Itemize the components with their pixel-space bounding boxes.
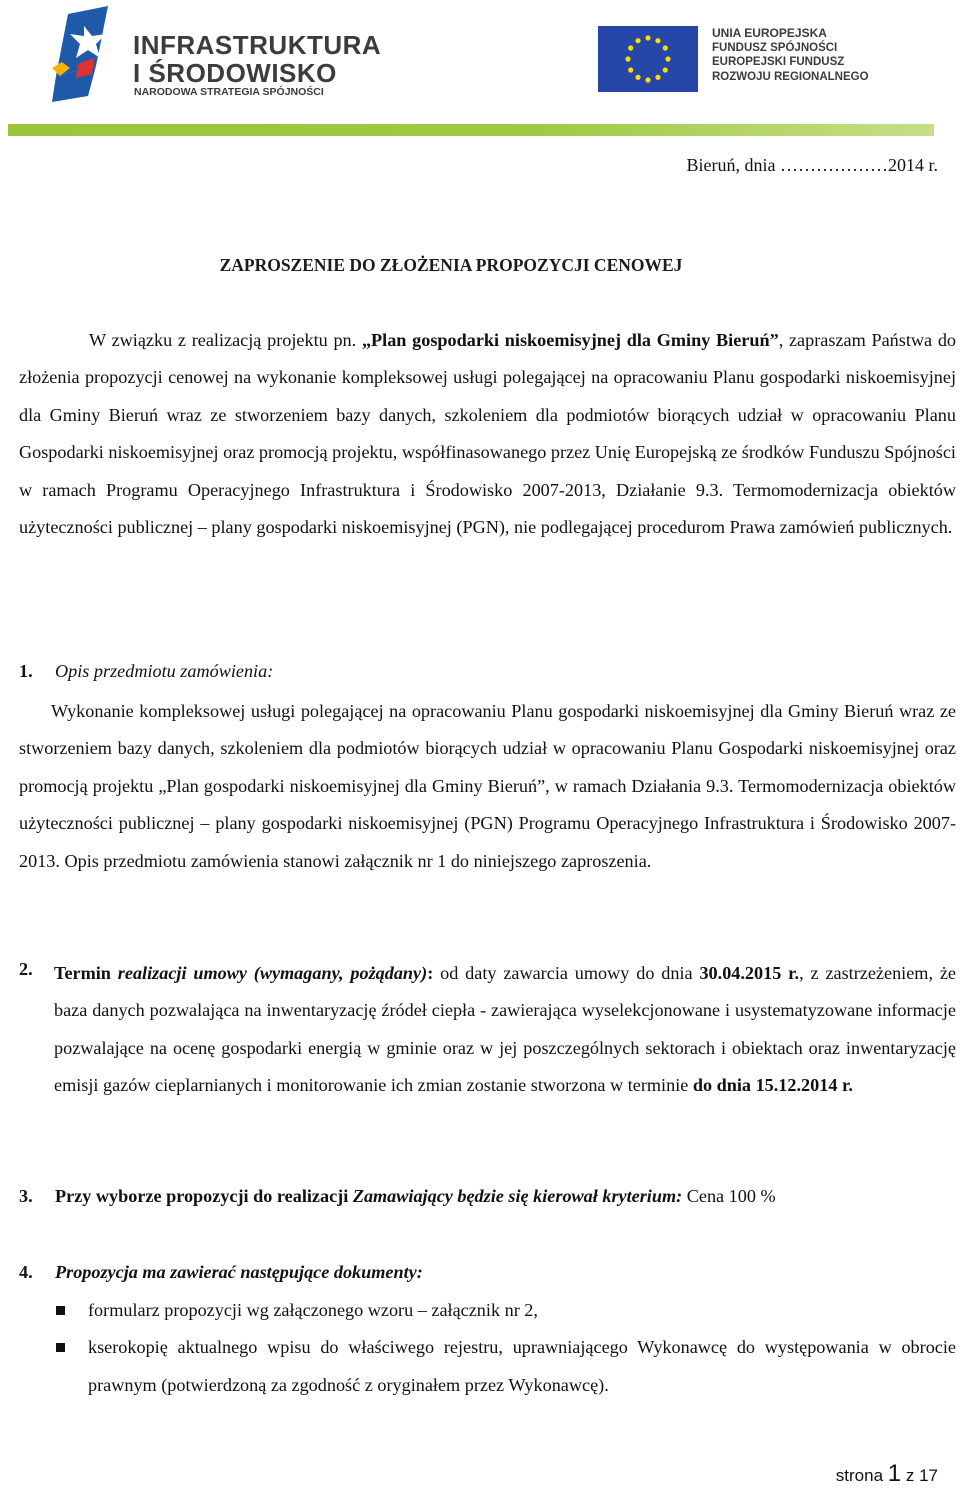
eu-line-3: EUROPEJSKI FUNDUSZ [712,56,845,68]
section-1-number: 1. [19,661,33,681]
bullet-square-icon [56,1343,65,1352]
section-3 [19,1186,776,1207]
section-4-number: 4. [19,1262,33,1282]
eu-line-1: UNIA EUROPEJSKA [712,26,827,40]
section-4-heading [19,1262,423,1283]
intro-project-name: „Plan gospodarki niskoemisyjnej dla Gminy Bieruń” [361,330,779,350]
eu-funds-text [712,26,869,84]
section-2-colon: : [427,963,434,983]
intro-text-a: W związku z realizacją projektu pn. [89,330,362,350]
section-2-date-2: do dnia 15.12.2014 r. [692,1075,853,1096]
page-footer [836,1460,938,1488]
list-item [54,1292,956,1329]
logo-line-3: NARODOWA STRATEGIA SPÓJNOŚCI [134,86,324,98]
section-2-text [54,955,956,1105]
section-4-title: Propozycja ma zawierać następujące dokumenty: [55,1262,423,1282]
section-3-text: Cena 100 % [682,1186,776,1206]
eu-flag-icon [598,26,698,92]
section-4-list [54,1292,956,1404]
header-green-bar [8,124,934,136]
document-date: Bieruń, dnia ………………2014 r. [686,155,938,175]
section-1-body: Wykonanie kompleksowej usługi polegającej na opracowaniu Planu gospodarki niskoemisyjnej dla Gminy Bieruń wraz ze stworzeniem bazy danych, szkoleniem dla podmiotów biorących udział w opracowaniu Planu Gospodarki niskoemisyjnej oraz promocją projektu „Plan gospodarki niskoemisyjnej dla Gminy Bieruń”, w ramach Działania 9.3. Termomodernizacja obiektów użyteczności publicznej – plany gospodarki niskoemisyjnej (PGN) Programu Operacyjnego Infrastruktura i Środowisko 2007-2013. Opis przedmiotu zamówienia stanowi załącznik nr 1 do niniejszego zaproszenia. [19,701,956,871]
intro-text-c: , zapraszam Państwa do złożenia propozycji cenowej na wykonanie kompleksowej usługi polegającej na opracowaniu Planu gospodarki niskoemisyjnej dla Gminy Bieruń wraz ze stworzeniem bazy danych, szkoleniem dla podmiotów biorących udział w opracowaniu Planu Gospodarki niskoemisyjnej oraz promocją projektu, współfinasowanego przez Unię Europejską ze środków Funduszu Spójności w ramach Programu Operacyjnego Infrastruktura i Środowisko 2007-2013, Działanie 9.3. Termomodernizacja obiektów użyteczności publicznej – plany gospodarki niskoemisyjnej (PGN), nie podlegającej procedurom Prawa zamówień publicznych. [19,330,957,538]
intro-paragraph [19,322,956,546]
section-3-italic: Zamawiający będzie się kierował kryterium: [352,1186,683,1206]
list-item [54,1329,956,1404]
section-2-label-italic: realizacji umowy (wymagany, pożądany) [117,963,428,983]
logo-emblem-icon [48,6,128,106]
list-item-text: formularz propozycji wg załączonego wzoru – załącznik nr 2, [88,1300,538,1320]
section-2-text-b: , z zastrzeżeniem, że baza danych pozwalająca na inwentaryzację źródeł ciepła - zawierająca wyselekcjonowane i usystematyzowane informacje pozwalające na ocenę gospodarki energią w gminie oraz w jej poszczególnych sektorach i obiektach oraz inwentaryzację emisji gazów cieplarnianych i monitorowanie ich zmian zostanie stworzona w terminie [54,963,956,1096]
section-3-bold: Przy wyborze propozycji do realizacji [55,1186,353,1206]
logo-line-2: I ŚRODOWISKO [133,58,337,88]
section-2-text-a: od daty zawarcia umowy do dnia [433,963,700,983]
section-1-heading [19,661,273,682]
document-title: ZAPROSZENIE DO ZŁOŻENIA PROPOZYCJI CENOWEJ [219,255,683,275]
eu-line-4: ROZWOJU REGIONALNEGO [712,70,869,83]
bullet-square-icon [56,1306,65,1315]
section-2-label: Termin [54,963,118,983]
section-1-text [19,693,956,880]
section-1-title: Opis przedmiotu zamówienia: [55,661,274,681]
footer-page-number: 1 [887,1460,902,1487]
section-3-number: 3. [19,1186,33,1206]
infrastruktura-logo [48,6,382,106]
section-2-number: 2. [19,959,33,979]
logo-line-1: INFRASTRUKTURA [133,30,382,60]
footer-prefix: strona [835,1466,888,1485]
eu-line-2: FUNDUSZ SPÓJNOŚCI [712,41,838,54]
section-2-date-1: 30.04.2015 r. [699,963,800,983]
list-item-text: kserokopię aktualnego wpisu do właściwego rejestru, uprawniającego Wykonawcę do występowania w obrocie prawnym (potwierdzoną za zgodność z oryginałem przez Wykonawcę). [88,1337,956,1395]
page-header [0,0,960,150]
footer-suffix: z 17 [901,1466,938,1485]
